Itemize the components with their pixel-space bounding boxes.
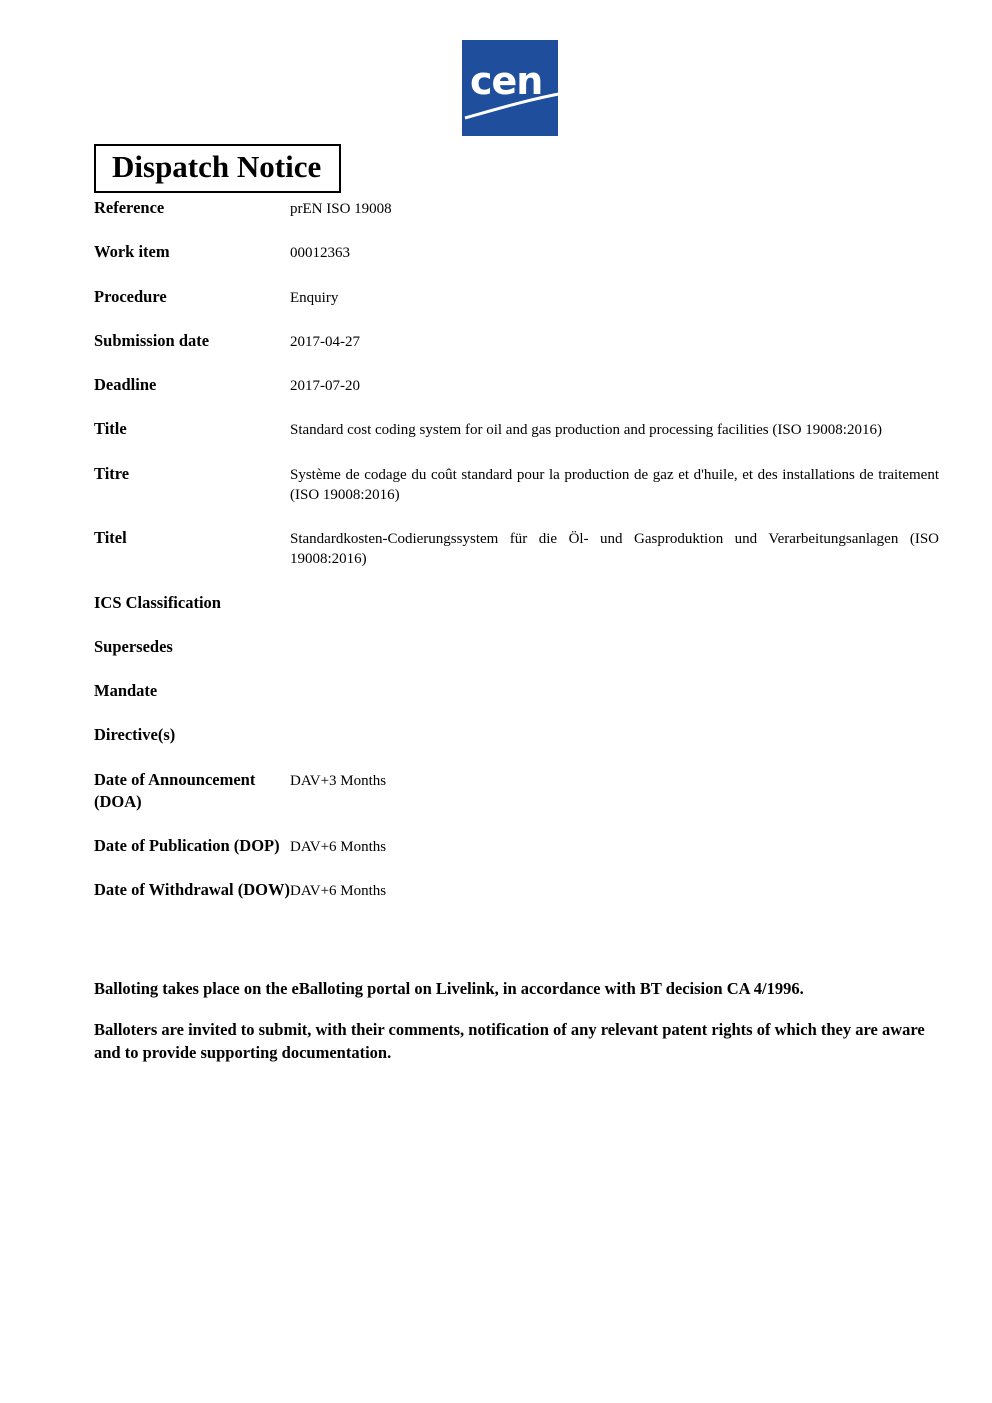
field-value: DAV+6 Months [290, 883, 387, 900]
balloting-note: Balloting takes place on the eBalloting portal on Livelink, in accordance with BT decision CA 4/1996. [94, 979, 804, 998]
field-value: Standardkosten-Codierungssystem für die Öl- und Gasproduktion und Verarbeitungsanlagen (ISO 19008:2016) [290, 531, 939, 568]
field-row-submission-date [94, 329, 939, 352]
field-label: Titel [94, 528, 127, 548]
field-value: prEN ISO 19008 [290, 201, 392, 217]
field-label: Deadline [94, 375, 157, 395]
field-label: Date of Announcement (DOA) [94, 769, 256, 811]
patent-rights-note: Balloters are invited to submit, with their comments, notification of any relevant patent rights of which they are aware and to provide supporting documentation. [94, 1020, 925, 1062]
page-title [94, 144, 341, 193]
field-row-titel [94, 526, 939, 570]
field-row-date-of-announcement [94, 768, 939, 814]
field-value: 2017-04-27 [290, 333, 360, 350]
field-value [290, 635, 939, 656]
field-value: DAV+6 Months [290, 839, 387, 856]
field-label: Date of Withdrawal (DOW) [94, 880, 291, 900]
field-label: Work item [94, 242, 170, 262]
field-label: Procedure [94, 286, 167, 306]
field-label: Titre [94, 463, 130, 483]
field-value: 2017-07-20 [290, 378, 360, 395]
field-row-mandate [94, 679, 939, 702]
field-row-work-item [94, 240, 939, 263]
field-label: ICS Classification [94, 592, 221, 612]
field-value: 00012363 [290, 245, 350, 262]
field-row-directives [94, 723, 939, 746]
field-value: Système de codage du coût standard pour la production de gaz et d'huile, et des installations de traitement (ISO 19008:2016) [290, 466, 939, 503]
cen-logo [462, 40, 566, 136]
field-row-ics-classification [94, 591, 939, 614]
field-value: DAV+3 Months [290, 772, 387, 789]
field-label: Mandate [94, 681, 158, 701]
field-value [290, 723, 939, 744]
field-row-titre [94, 462, 939, 506]
field-value: Enquiry [290, 289, 339, 306]
field-row-reference [94, 196, 939, 219]
field-row-procedure [94, 285, 939, 308]
field-row-title [94, 417, 939, 440]
logo-text: cen [470, 59, 543, 103]
field-row-supersedes [94, 635, 939, 658]
field-label: Submission date [94, 330, 210, 350]
page-title-text: Dispatch Notice [112, 149, 322, 184]
field-list [94, 196, 939, 923]
field-value [290, 591, 939, 612]
field-label: Supersedes [94, 636, 173, 656]
field-row-deadline [94, 373, 939, 396]
field-label: Date of Publication (DOP) [94, 836, 280, 856]
field-value: Standard cost coding system for oil and gas production and processing facilities (ISO 19008:2016) [290, 422, 882, 439]
field-label: Reference [94, 198, 165, 217]
field-label: Directive(s) [94, 725, 176, 745]
field-value [290, 679, 939, 700]
field-row-date-of-withdrawal [94, 878, 939, 901]
field-row-date-of-publication [94, 834, 939, 857]
notes-section [94, 978, 939, 1083]
field-label: Title [94, 419, 127, 439]
logo-swoosh-icon [464, 92, 566, 122]
